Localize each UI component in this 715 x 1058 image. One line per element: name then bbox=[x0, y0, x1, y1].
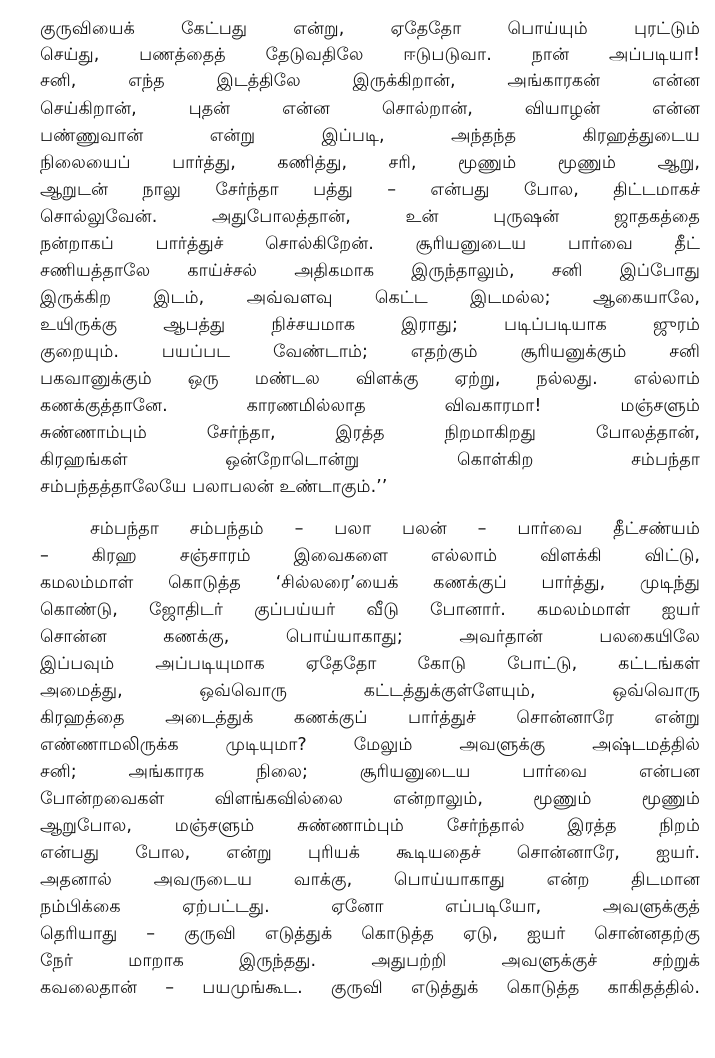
text-line: பண்ணுவான் என்று இப்படி, அந்தந்த கிரஹத்துடைய bbox=[40, 126, 700, 146]
text-line: அமைத்து, ஒவ்வொரு கட்டத்துக்குள்ளேயும், ஒவ்வொரு bbox=[40, 681, 700, 701]
text-line: அதனால் அவருடைய வாக்கு, பொய்யாகாது என்ற திடமான bbox=[40, 870, 700, 890]
text-line: பகவானுக்கும் ஒரு மண்டல விளக்கு ஏற்று, நல்லது. எல்லாம் bbox=[40, 369, 700, 389]
text-line: இருக்கிற இடம், அவ்வளவு கெட்ட இடமல்ல; ஆகையாலே, bbox=[40, 288, 700, 308]
text-line: ஆறுடன் நாலு சேர்ந்தா பத்து – என்பது போல, திட்டமாகச் bbox=[40, 180, 700, 200]
text-line: நன்றாகப் பார்த்துச் சொல்கிறேன். சூரியனுடைய பார்வை தீட் bbox=[40, 234, 700, 254]
text-line: கிரஹங்கள் ஒன்றோடொன்று கொள்கிற சம்பந்தா bbox=[40, 450, 700, 470]
text-line: செய்து, பணத்தைத் தேடுவதிலே ஈடுபடுவா. நான் அப்படியா! bbox=[40, 45, 700, 65]
text-line: குறையும். பயப்பட வேண்டாம்; எதற்கும் சூரியனுக்கும் சனி bbox=[40, 342, 700, 362]
text-line: சணியத்தாலே காய்ச்சல் அதிகமாக இருந்தாலும், சனி இப்போது bbox=[40, 261, 700, 281]
text-line: எண்ணாமலிருக்க முடியுமா? மேலும் அவளுக்கு அஷ்டமத்தில் bbox=[40, 735, 700, 755]
text-line: சுண்ணாம்பும் சேர்ந்தா, இரத்த நிறமாகிறது போலத்தான், bbox=[40, 423, 700, 443]
text-line: கணக்குத்தானே. காரணமில்லாத விவகாரமா! மஞ்சளும் bbox=[40, 396, 700, 416]
text-line: சொல்லுவேன். அதுபோலத்தான், உன் புருஷன் ஜாதகத்தை bbox=[40, 207, 700, 227]
text-line: கிரஹத்தை அடைத்துக் கணக்குப் பார்த்துச் சொன்னாரே என்று bbox=[40, 708, 700, 728]
text-line: – கிரஹ சஞ்சாரம் இவைகளை எல்லாம் விளக்கி விட்டு, bbox=[40, 546, 700, 566]
text-line: சனி, எந்த இடத்திலே இருக்கிறான், அங்காரகன் என்ன bbox=[40, 71, 700, 91]
text-line: கொண்டு, ஜோதிடர் குப்பய்யர் வீடு போனார். கமலம்மாள் ஐயர் bbox=[40, 600, 700, 620]
text-line: கவலைதான் – பயமுங்கூட. குருவி எடுத்துக் கொடுத்த காகிதத்தில். bbox=[40, 978, 700, 998]
text-line: போன்றவைகள் விளங்கவில்லை என்றாலும், மூணும் மூணும் bbox=[40, 789, 700, 809]
text-line: நம்பிக்கை ஏற்பட்டது. ஏனோ எப்படியோ, அவளுக்குத் bbox=[40, 897, 700, 917]
text-line: சொன்ன கணக்கு, பொய்யாகாது; அவர்தான் பலகையிலே bbox=[40, 627, 700, 647]
text-line: என்பது போல, என்று புரியக் கூடியதைச் சொன்னாரே, ஐயர். bbox=[40, 843, 700, 863]
text-line: குருவியைக் கேட்பது என்று, ஏதேதோ பொய்யும் புரட்டும் bbox=[40, 19, 700, 39]
text-line: சனி; அங்காரக நிலை; சூரியனுடைய பார்வை என்பன bbox=[40, 762, 700, 782]
text-line: சம்பந்தா சம்பந்தம் – பலா பலன் – பார்வை தீட்சண்யம் bbox=[90, 519, 700, 539]
text-line: நேர் மாறாக இருந்தது. அதுபற்றி அவளுக்குச் சற்றுக் bbox=[40, 951, 700, 971]
text-line: கமலம்மாள் கொடுத்த ‘சில்லரை’யைக் கணக்குப் பார்த்து, முடிந்து bbox=[40, 573, 700, 593]
text-line: ஆறுபோல, மஞ்சளும் சுண்ணாம்பும் சேர்ந்தால் இரத்த நிறம் bbox=[40, 816, 700, 836]
text-line: நிலையைப் பார்த்து, கணித்து, சரி, மூணும் மூணும் ஆறு, bbox=[40, 153, 700, 173]
text-line: தெரியாது – குருவி எடுத்துக் கொடுத்த ஏடு, ஐயர் சொன்னதற்கு bbox=[40, 924, 700, 944]
text-line: சம்பந்தத்தாலேயே பலாபலன் உண்டாகும்.’’ bbox=[40, 477, 388, 497]
text-line: செய்கிறான், புதன் என்ன சொல்றான், வியாழன் என்ன bbox=[40, 99, 700, 119]
text-line: உயிருக்கு ஆபத்து நிச்சயமாக இராது; படிப்படியாக ஜுரம் bbox=[40, 315, 700, 335]
text-line: இப்பவும் அப்படியுமாக ஏதேதோ கோடு போட்டு, கட்டங்கள் bbox=[40, 654, 700, 674]
